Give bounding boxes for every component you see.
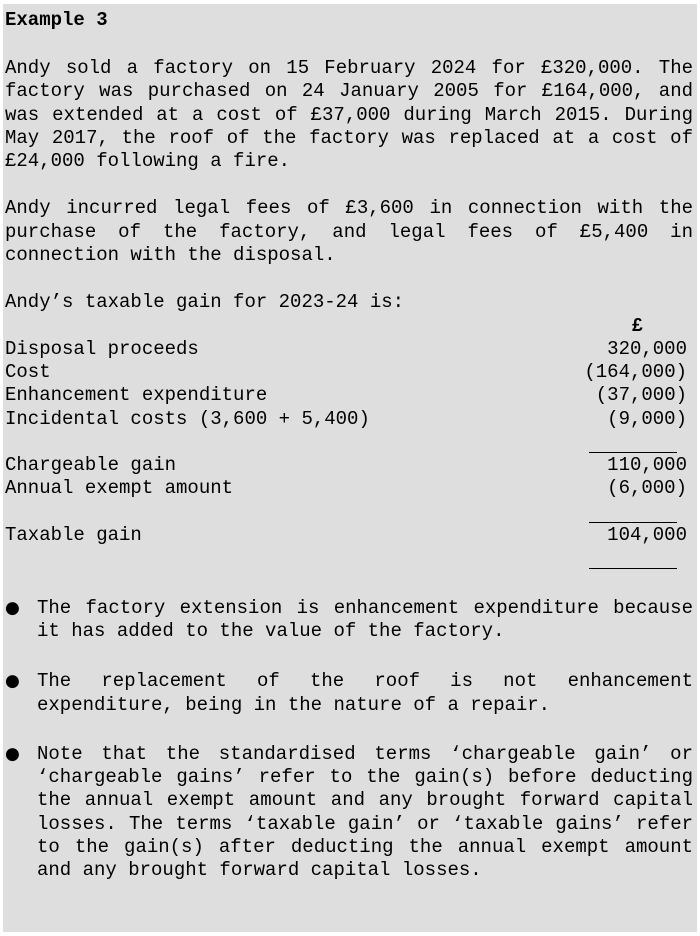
taxable-gain-intro: Andy’s taxable gain for 2023-24 is: [5,291,405,314]
calc-row-enhancement [5,384,693,407]
calc-row-annual-exempt [5,477,693,500]
calc-row-disposal-proceeds [5,338,693,361]
calc-amount: 110,000 [607,454,687,477]
note-item [5,743,693,883]
calc-label: Chargeable gain [5,454,177,477]
calc-label: Cost [5,360,51,383]
total-underline [589,568,677,569]
subtotal-rule-row [5,431,693,454]
calc-amount: 104,000 [607,524,687,547]
note-text: The replacement of the roof is not enhancement expenditure, being in the nature of a repair. [37,670,693,716]
example-title: Example 3 [5,9,108,31]
calc-label: Incidental costs (3,600 + 5,400) [5,407,370,430]
note-item [5,597,693,644]
calc-amount: (164,000) [584,360,687,383]
legal-fees-paragraph: Andy incurred legal fees of £3,600 in connection with the purchase of the factory, and legal fees of £5,400 in connection with the disposal. [5,197,693,267]
calc-label: Taxable gain [5,524,142,547]
calc-row-cost [5,361,693,384]
currency-header-row [5,315,693,338]
total-rule-row [5,501,693,524]
calc-label: Enhancement expenditure [5,384,268,407]
calc-amount: (6,000) [607,477,687,500]
double-rule-row [5,547,693,570]
note-text: The factory extension is enhancement expenditure because it has added to the value of the factory. [37,596,693,642]
example-panel [3,4,697,932]
calc-row-chargeable-gain [5,454,693,477]
subtotal-rule [589,452,677,453]
calc-amount: (9,000) [607,407,687,430]
note-text: Note that the standardised terms ‘chargeable gain’ or ‘chargeable gains’ refer to the gain(s) before deducting the annual exempt amount and any brought forward capital losses. The terms ‘taxable gain’ or ‘taxable gains’ refer to the gain(s) after deducting the annual exempt amount and any brought forward capital losses. [37,742,693,882]
bullet-icon: ● [5,597,20,618]
scenario-paragraph: Andy sold a factory on 15 February 2024 for £320,000. The factory was purchased on 24 January 2005 for £164,000, and was extended at a cost of £37,000 during March 2015. During May 2017, the roof of the factory was replaced at a cost of £24,000 following a fire. [5,57,693,173]
gain-calculation [5,315,693,571]
example-content [5,4,693,883]
notes-list [5,597,693,883]
calc-amount: (37,000) [595,384,687,407]
calc-label: Annual exempt amount [5,477,234,500]
calc-amount: 320,000 [607,337,687,360]
calc-label: Disposal proceeds [5,337,199,360]
total-rule [589,522,677,523]
calc-row-incidental-costs [5,408,693,431]
note-item [5,670,693,717]
bullet-icon: ● [5,671,20,692]
bullet-icon: ● [5,743,20,764]
calc-row-taxable-gain [5,524,693,547]
currency-header: £ [631,314,643,337]
